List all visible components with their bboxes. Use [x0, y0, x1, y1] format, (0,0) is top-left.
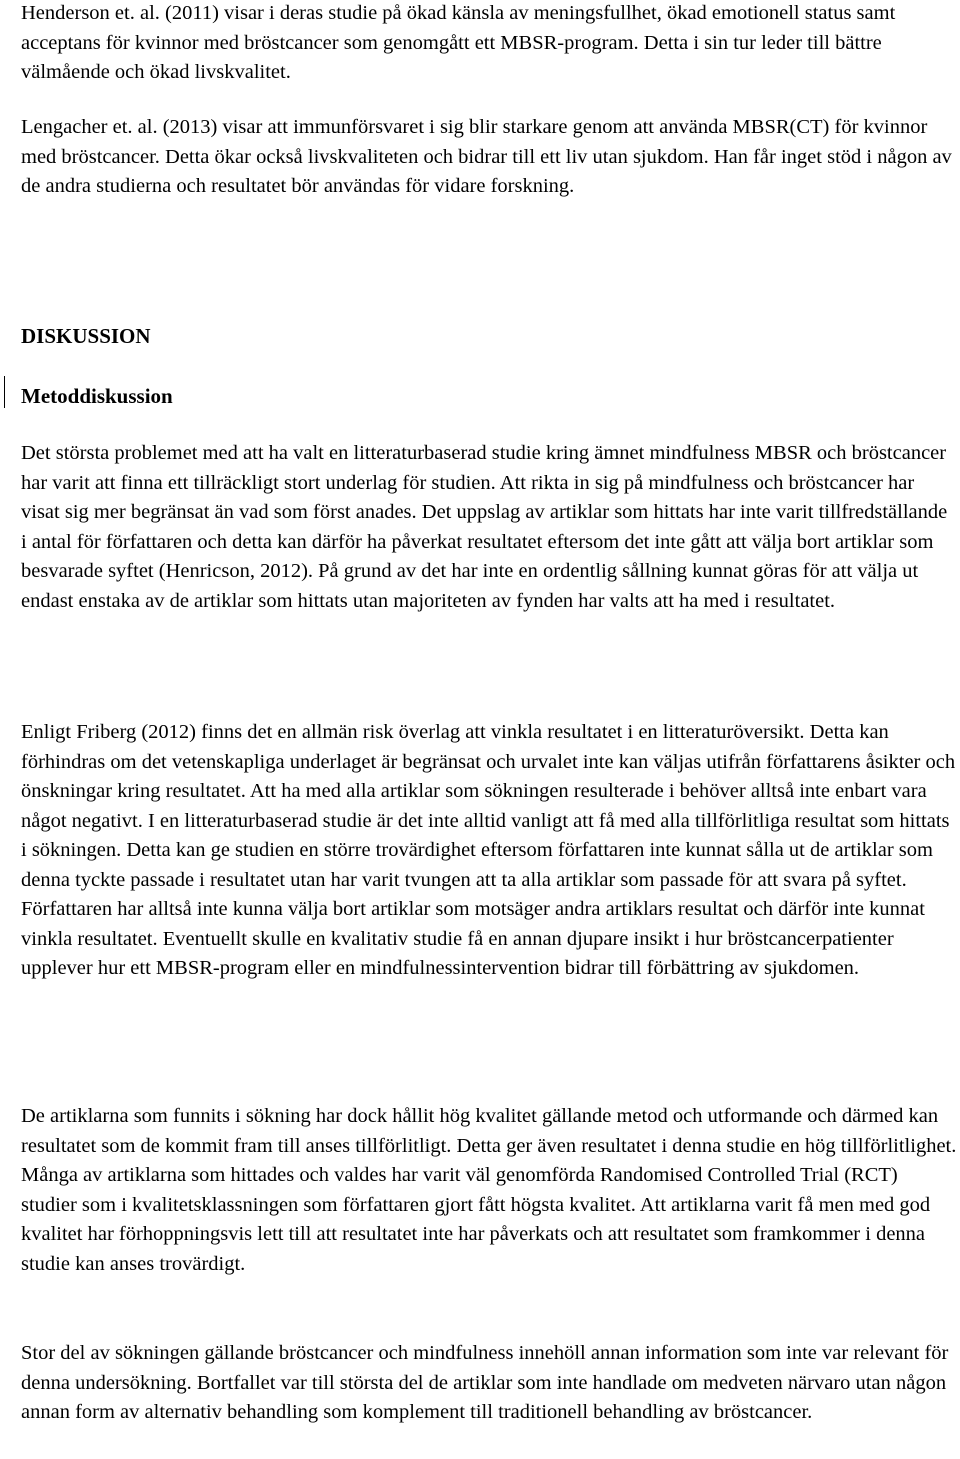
paragraph-quality: De artiklarna som funnits i sökning har dock hållit hög kvalitet gällande metod och utformande och därmed kan resultatet som de kommit fram till anses tillförlitligt. Detta ger även resultatet i denna studie en hög tillförlitlighet. Många av artiklarna som hittades och valdes har varit väl genomförda Randomised Controlled Trial (RCT) studier som i kvalitetsklassningen som författaren gjort fått högsta kvalitet. Att artiklarna varit få men med god kvalitet har förhoppningsvis lett till att resultatet inte har påverkats och att resultatet som framkommer i denna studie kan anses trovärdigt. [21, 1105, 957, 1275]
paragraph-lengacher: Lengacher et. al. (2013) visar att immunförsvaret i sig blir starkare genom att använda MBSR(CT) för kvinnor med bröstcancer. Detta ökar också livskvaliteten och bidrar till ett liv utan sjukdom. Han får inget stöd i någon av de andra studierna och resultatet bör användas för vidare forskning. [21, 116, 952, 197]
paragraph-friberg: Enligt Friberg (2012) finns det en allmän risk överlag att vinkla resultatet i en litteraturöversikt. Detta kan förhindras om det vetenskapliga underlaget är begränsat och urvalet inte kan väljas utifrån författarens åsikter och önskningar kring resultatet. Att ha med alla artiklar som sökningen resulterade i behöver alltså inte enbart vara något negativt. I en litteraturbaserad studie är det inte alltid vanligt att få med alla tillförlitliga resultat som hittats i sökningen. Detta kan ge studien en större trovärdighet eftersom författaren inte kunnat sålla ut de artiklar som denna tyckte passade i resultatet utan har varit tvungen att ta alla artiklar som passade för att svara på syftet. Författaren har alltså inte kunna välja bort artiklar som motsäger andra artiklars resultat och därför inte kunnat vinkla resultatet. Eventuellt skulle en kvalitativ studie få en annan djupare insikt i hur bröstcancerpatienter upplever hur ett MBSR-program eller en mindfulnessintervention bidrar till förbättring av sjukdomen. [21, 721, 956, 979]
paragraph-search: Stor del av sökningen gällande bröstcancer och mindfulness innehöll annan information som inte var relevant för denna undersökning. Bortfallet var till största del de artiklar som inte handlade om medveten närvaro utan någon annan form av alternativ behandling som komplement till traditionell behandling av bröstcancer. [21, 1342, 949, 1423]
subsection-heading: Metoddiskussion [21, 384, 173, 408]
heading-marker [4, 376, 5, 408]
paragraph-henderson: Henderson et. al. (2011) visar i deras studie på ökad känsla av meningsfullhet, ökad emotionell status samt acceptans för kvinnor med bröstcancer som genomgått ett MBSR-program. Detta i sin tur leder till bättre välmående och ökad livskvalitet. [21, 2, 896, 83]
section-heading: DISKUSSION [21, 324, 151, 348]
paragraph-problem: Det största problemet med att ha valt en litteraturbaserad studie kring ämnet mindfulness MBSR och bröstcancer har varit att finna ett tillräckligt stort underlag för studien. Att rikta in sig på mindfulness och bröstcancer har visat sig mer begränsat än vad som först anades. Det uppslag av artiklar som hittats har inte varit tillfredställande i antal för författaren och detta kan därför ha påverkat resultatet eftersom det inte gått att välja bort artiklar som besvarade syftet (Henricson, 2012). På grund av det har inte en ordentlig sållning kunnat göras för att välja ut endast enstaka av de artiklar som hittats utan majoriteten av fynden har valts att ha med i resultatet. [21, 442, 948, 612]
